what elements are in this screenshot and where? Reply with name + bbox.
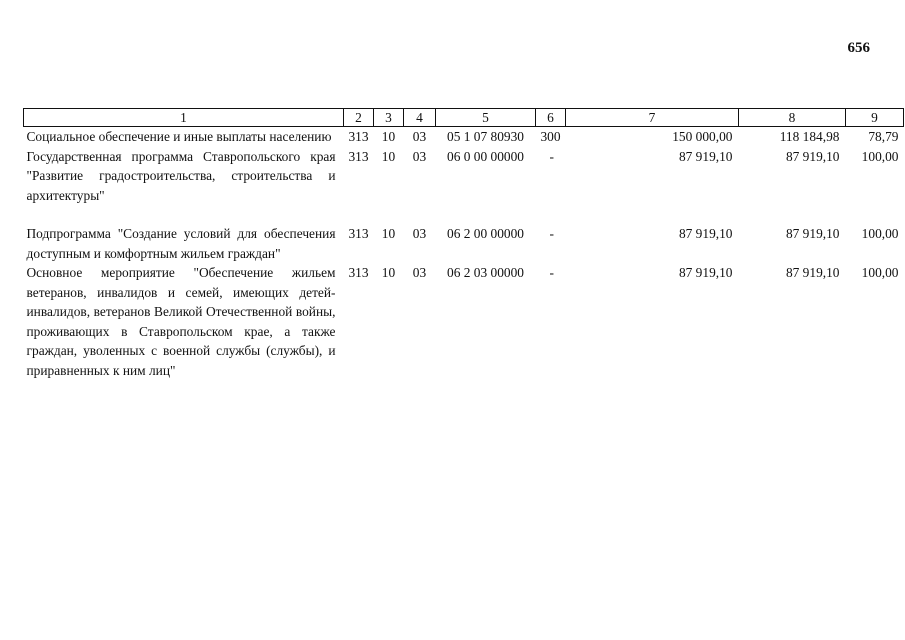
row-col-4: 03	[412, 265, 427, 280]
row-name: Основное мероприятие "Обеспечение жильем ветеранов, инвалидов и семей, имеющих детей-инвалидов, ветеранов Великой Отечественной войны, проживающих в Ставропольском крае, а также граждан, уволенных с военной службы (службы), и приравненных к ним лиц"	[26, 265, 336, 378]
row-fact-amount: 87 919,10	[785, 148, 840, 164]
row-name: Подпрограмма "Создание условий для обеспечения доступным и комфортным жильем граждан"	[26, 226, 336, 261]
table-row	[24, 147, 904, 206]
row-col-2: 313	[348, 265, 369, 280]
row-col-6: 300	[540, 129, 561, 144]
row-col-6: -	[549, 226, 554, 241]
column-header-3: 3	[374, 109, 404, 127]
row-name: Государственная программа Ставропольского края "Развитие градостроительства, строительства и архитектуры"	[26, 148, 336, 203]
row-col-6: -	[549, 148, 554, 164]
row-plan-amount: 87 919,10	[678, 226, 733, 241]
row-col-3: 10	[381, 129, 396, 144]
row-code: 06 2 00 00000	[447, 226, 524, 241]
column-header-8: 8	[739, 109, 846, 127]
row-fact-amount: 118 184,98	[779, 129, 840, 144]
column-header-1: 1	[24, 109, 344, 127]
table-header-row	[24, 109, 904, 127]
row-col-2: 313	[348, 129, 369, 144]
row-percent: 100,00	[861, 148, 899, 164]
column-header-7: 7	[566, 109, 739, 127]
table-row	[24, 263, 904, 380]
column-header-6: 6	[536, 109, 566, 127]
table-row	[24, 127, 904, 147]
column-header-9: 9	[846, 109, 904, 127]
row-code: 06 2 03 00000	[447, 265, 524, 280]
column-header-2: 2	[344, 109, 374, 127]
row-fact-amount: 87 919,10	[785, 226, 840, 241]
row-code: 06 0 00 00000	[447, 148, 524, 164]
row-spacer	[24, 205, 904, 224]
row-percent: 78,79	[868, 129, 899, 144]
budget-table	[23, 108, 904, 380]
row-code: 05 1 07 80930	[447, 129, 524, 144]
row-col-3: 10	[381, 148, 396, 164]
row-col-2: 313	[348, 226, 369, 241]
row-percent: 100,00	[861, 265, 899, 280]
row-col-4: 03	[412, 148, 427, 164]
row-plan-amount: 150 000,00	[672, 129, 733, 144]
table-row	[24, 224, 904, 263]
row-percent: 100,00	[861, 226, 899, 241]
column-header-5: 5	[436, 109, 536, 127]
row-col-2: 313	[348, 148, 369, 164]
row-col-4: 03	[412, 129, 427, 144]
row-col-3: 10	[381, 226, 396, 241]
row-plan-amount: 87 919,10	[678, 265, 733, 280]
row-name: Социальное обеспечение и иные выплаты населению	[26, 129, 332, 144]
row-col-6: -	[549, 265, 554, 280]
page-number: 656	[847, 40, 870, 56]
row-col-3: 10	[381, 265, 396, 280]
row-fact-amount: 87 919,10	[785, 265, 840, 280]
column-header-4: 4	[404, 109, 436, 127]
row-plan-amount: 87 919,10	[678, 148, 733, 164]
row-col-4: 03	[412, 226, 427, 241]
